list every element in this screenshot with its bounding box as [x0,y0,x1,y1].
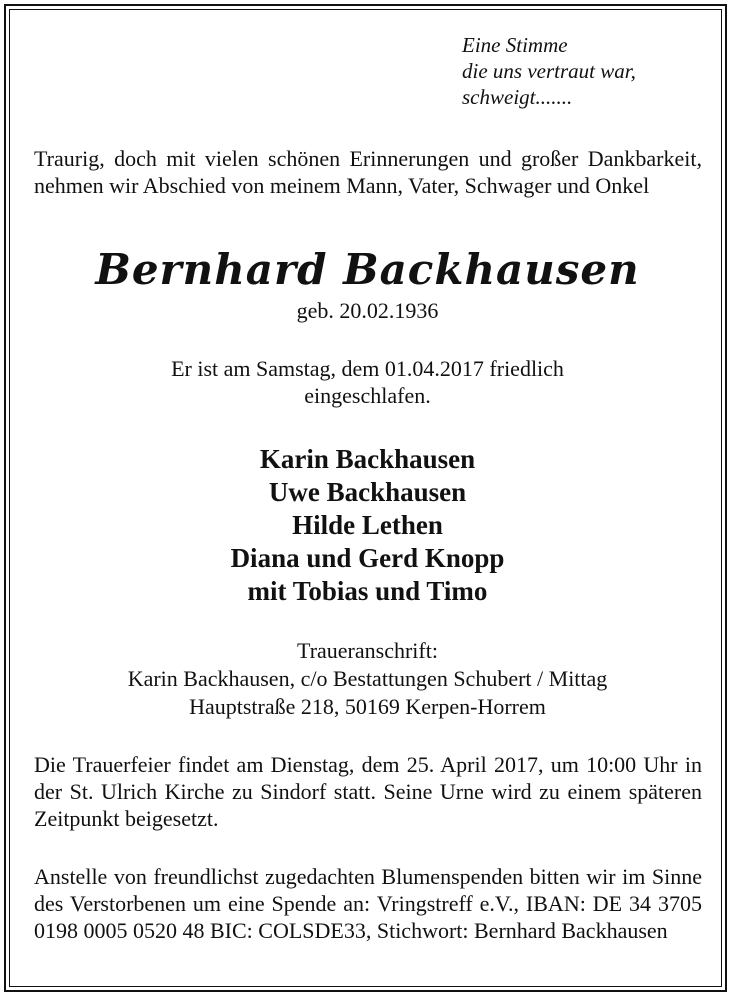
mourner-name: Karin Backhausen [259,444,476,474]
mourner-name: Hilde Lethen [292,510,443,540]
deceased-name: Bernhard Backhausen [95,245,640,294]
address-line: Hauptstraße 218, 50169 Kerpen-Horrem [189,694,546,719]
motto-line: Eine Stimme [462,33,568,57]
death-line: eingeschlafen. [304,383,431,408]
death-notice [0,355,735,409]
motto-line: schweigt....... [462,85,573,109]
address-label: Traueranschrift: [297,638,438,663]
death-line: Er ist am Samstag, dem 01.04.2017 friedlich [171,356,564,381]
address-line: Karin Backhausen, c/o Bestattungen Schubert / Mittag [127,666,608,691]
motto-line: die uns vertraut war, [462,59,636,83]
intro-text: Traurig, doch mit vielen schönen Erinnerungen und großer Dankbarkeit, nehmen wir Abschied von meinem Mann, Vater, Schwager und Onkel [34,146,702,198]
ceremony-text: Die Trauerfeier findet am Dienstag, dem 25. April 2017, um 10:00 Uhr in der St. Ulrich Kirche zu Sindorf statt. Seine Urne wird zu einem späteren Zeitpunkt beigesetzt. [34,752,702,831]
birth-date: geb. 20.02.1936 [296,298,439,323]
mourning-address [0,637,735,721]
mourner-name: Diana und Gerd Knopp [230,543,505,573]
mourners-list [0,443,735,608]
donation-text: Anstelle von freundlichst zugedachten Blumenspenden bitten wir im Sinne des Verstorbenen um eine Spende an: Vringstreff e.V., IBAN: DE 34 3705 0198 0005 0520 48 BIC: COLSDE33, Stichwort: Bernhard Backhausen [34,864,702,943]
motto-verse [462,32,702,110]
mourner-name: mit Tobias und Timo [247,576,488,606]
mourner-name: Uwe Backhausen [268,477,467,507]
